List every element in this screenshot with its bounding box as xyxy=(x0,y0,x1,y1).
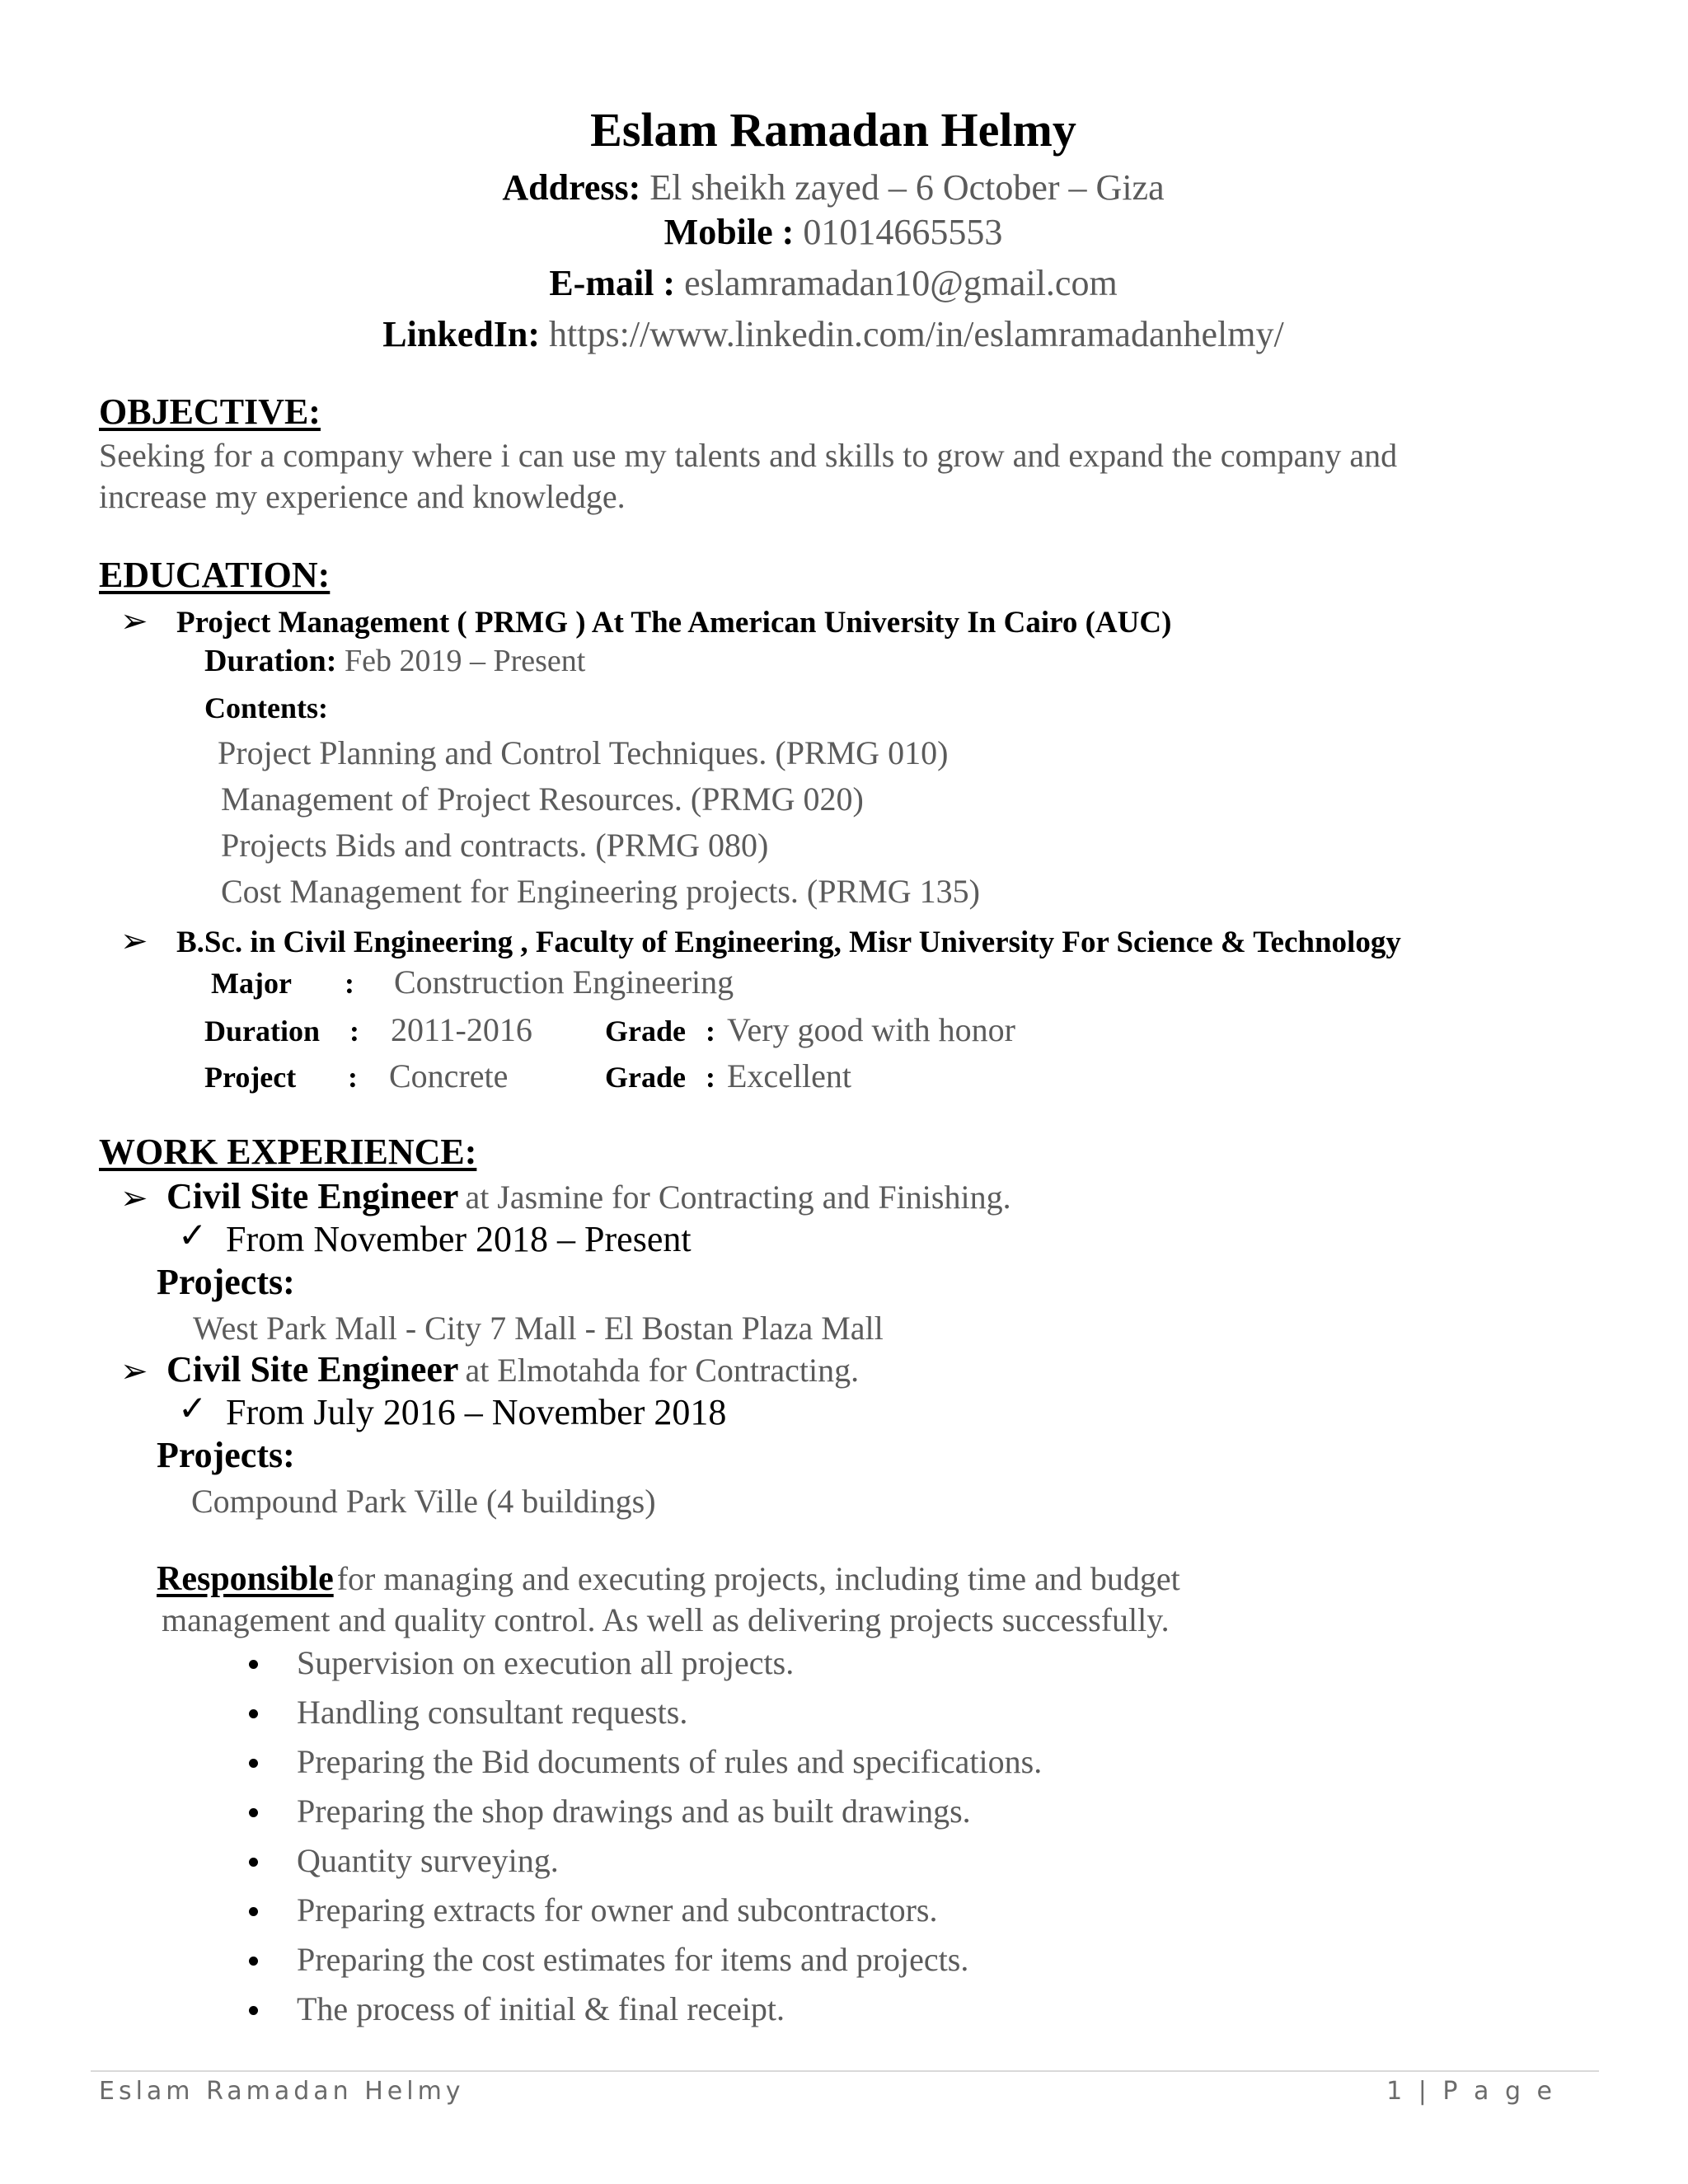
objective-line-2: increase my experience and knowledge. xyxy=(99,478,626,515)
prmg-duration-label: Duration: xyxy=(204,644,337,678)
bullet-dot-icon xyxy=(249,1759,258,1768)
arrow-bullet-icon: ➢ xyxy=(120,1179,148,1216)
arrow-bullet-icon: ➢ xyxy=(120,922,148,959)
project-grade-value: Excellent xyxy=(727,1057,852,1094)
resume-name: Eslam Ramadan Helmy xyxy=(590,103,1076,157)
checkmark-icon: ✓ xyxy=(178,1390,208,1428)
job-1-projects: West Park Mall - City 7 Mall - El Bostan Plaza Mall xyxy=(193,1310,884,1347)
duty-item: Preparing the shop drawings and as built drawings. xyxy=(297,1793,971,1830)
prmg-duration-value: Feb 2019 – Present xyxy=(344,644,586,678)
bsc-title: B.Sc. in Civil Engineering , Faculty of Engineering, Misr University For Science & Technology xyxy=(176,926,1401,959)
duration-grade-label: Grade xyxy=(605,1015,686,1047)
objective-heading: OBJECTIVE: xyxy=(99,391,321,432)
linkedin-value[interactable]: https://www.linkedin.com/in/eslamramadanhelmy/ xyxy=(549,314,1284,354)
checkmark-icon: ✓ xyxy=(178,1217,208,1255)
duty-item: Quantity surveying. xyxy=(297,1842,559,1879)
duration-label: Duration xyxy=(204,1015,321,1047)
responsible-rest: for managing and executing projects, including time and budget xyxy=(336,1560,1180,1597)
responsible-line-2: management and quality control. As well as delivering projects successfully. xyxy=(162,1601,1170,1638)
duty-item: Handling consultant requests. xyxy=(297,1694,688,1731)
work-experience-heading: WORK EXPERIENCE: xyxy=(99,1132,477,1172)
duty-item: The process of initial & final receipt. xyxy=(297,1990,785,2027)
prmg-title: Project Management ( PRMG ) At The American University In Cairo (AUC) xyxy=(176,606,1172,640)
duration-grade-colon: : xyxy=(706,1015,715,1047)
linkedin-label: LinkedIn: xyxy=(382,314,541,354)
address-label: Address: xyxy=(502,167,641,208)
duration-grade-value: Very good with honor xyxy=(727,1011,1015,1048)
address-value: El sheikh zayed – 6 October – Giza xyxy=(649,167,1165,208)
duty-item: Preparing the cost estimates for items and projects. xyxy=(297,1941,969,1978)
responsible-line-1 xyxy=(157,1559,1180,1599)
job-2-header xyxy=(166,1348,859,1390)
duty-item: Supervision on execution all projects. xyxy=(297,1644,795,1681)
mobile-value: 01014665553 xyxy=(803,212,1003,252)
responsible-word: Responsible xyxy=(157,1560,334,1598)
prmg-contents-label: Contents xyxy=(204,691,319,724)
project-value: Concrete xyxy=(389,1057,509,1094)
email-label: E-mail : xyxy=(549,263,676,303)
job-2-projects: Compound Park Ville (4 buildings) xyxy=(191,1483,656,1520)
prmg-duration xyxy=(204,643,585,679)
course-item: Projects Bids and contracts. (PRMG 080) xyxy=(221,827,769,864)
bullet-dot-icon xyxy=(249,1709,258,1718)
bullet-dot-icon xyxy=(249,1907,258,1916)
job-2-projects-label: Projects: xyxy=(157,1435,295,1475)
job-1-header xyxy=(166,1175,1011,1217)
page-number: 1 | P a g e xyxy=(1386,2077,1556,2106)
education-heading: EDUCATION: xyxy=(99,555,331,595)
bullet-dot-icon xyxy=(249,2006,258,2015)
course-item: Cost Management for Engineering projects. (PRMG 135) xyxy=(221,873,980,910)
bullet-dot-icon xyxy=(249,1858,258,1867)
job-1-company: at Jasmine for Contracting and Finishing. xyxy=(465,1179,1011,1216)
major-colon: : xyxy=(345,967,354,1000)
major-value: Construction Engineering xyxy=(394,963,734,1001)
duration-value: 2011-2016 xyxy=(391,1011,532,1048)
email-line xyxy=(0,262,1667,304)
job-2-period: From July 2016 – November 2018 xyxy=(226,1392,727,1432)
job-1-title: Civil Site Engineer xyxy=(166,1176,459,1216)
project-label: Project xyxy=(204,1061,297,1094)
bullet-dot-icon xyxy=(249,1808,258,1817)
course-item: Management of Project Resources. (PRMG 020) xyxy=(221,780,864,818)
course-item: Project Planning and Control Techniques. (PRMG 010) xyxy=(218,734,949,771)
bullet-dot-icon xyxy=(249,1957,258,1966)
project-grade-colon: : xyxy=(706,1061,715,1094)
project-grade-label: Grade xyxy=(605,1061,686,1094)
prmg-contents xyxy=(204,691,328,725)
email-value[interactable]: eslamramadan10@gmail.com xyxy=(684,263,1118,303)
footer-divider xyxy=(91,2070,1599,2072)
linkedin-line xyxy=(0,313,1667,355)
mobile-label: Mobile : xyxy=(663,212,795,252)
mobile-line xyxy=(0,211,1667,253)
duration-colon: : xyxy=(349,1015,359,1047)
bullet-dot-icon xyxy=(249,1660,258,1669)
job-2-title: Civil Site Engineer xyxy=(166,1349,459,1390)
address-line xyxy=(0,166,1667,209)
duty-item: Preparing the Bid documents of rules and specifications. xyxy=(297,1743,1043,1780)
project-colon: : xyxy=(348,1061,358,1094)
prmg-contents-colon: : xyxy=(318,691,329,724)
footer-name: Eslam Ramadan Helmy xyxy=(99,2077,465,2106)
major-label: Major xyxy=(211,967,292,1000)
arrow-bullet-icon: ➢ xyxy=(120,602,148,640)
job-1-period: From November 2018 – Present xyxy=(226,1219,692,1259)
job-2-company: at Elmotahda for Contracting. xyxy=(465,1352,860,1389)
objective-line-1: Seeking for a company where i can use my talents and skills to grow and expand the company and xyxy=(99,437,1398,474)
job-1-projects-label: Projects: xyxy=(157,1262,295,1302)
duty-item: Preparing extracts for owner and subcontractors. xyxy=(297,1891,938,1929)
arrow-bullet-icon: ➢ xyxy=(120,1352,148,1390)
